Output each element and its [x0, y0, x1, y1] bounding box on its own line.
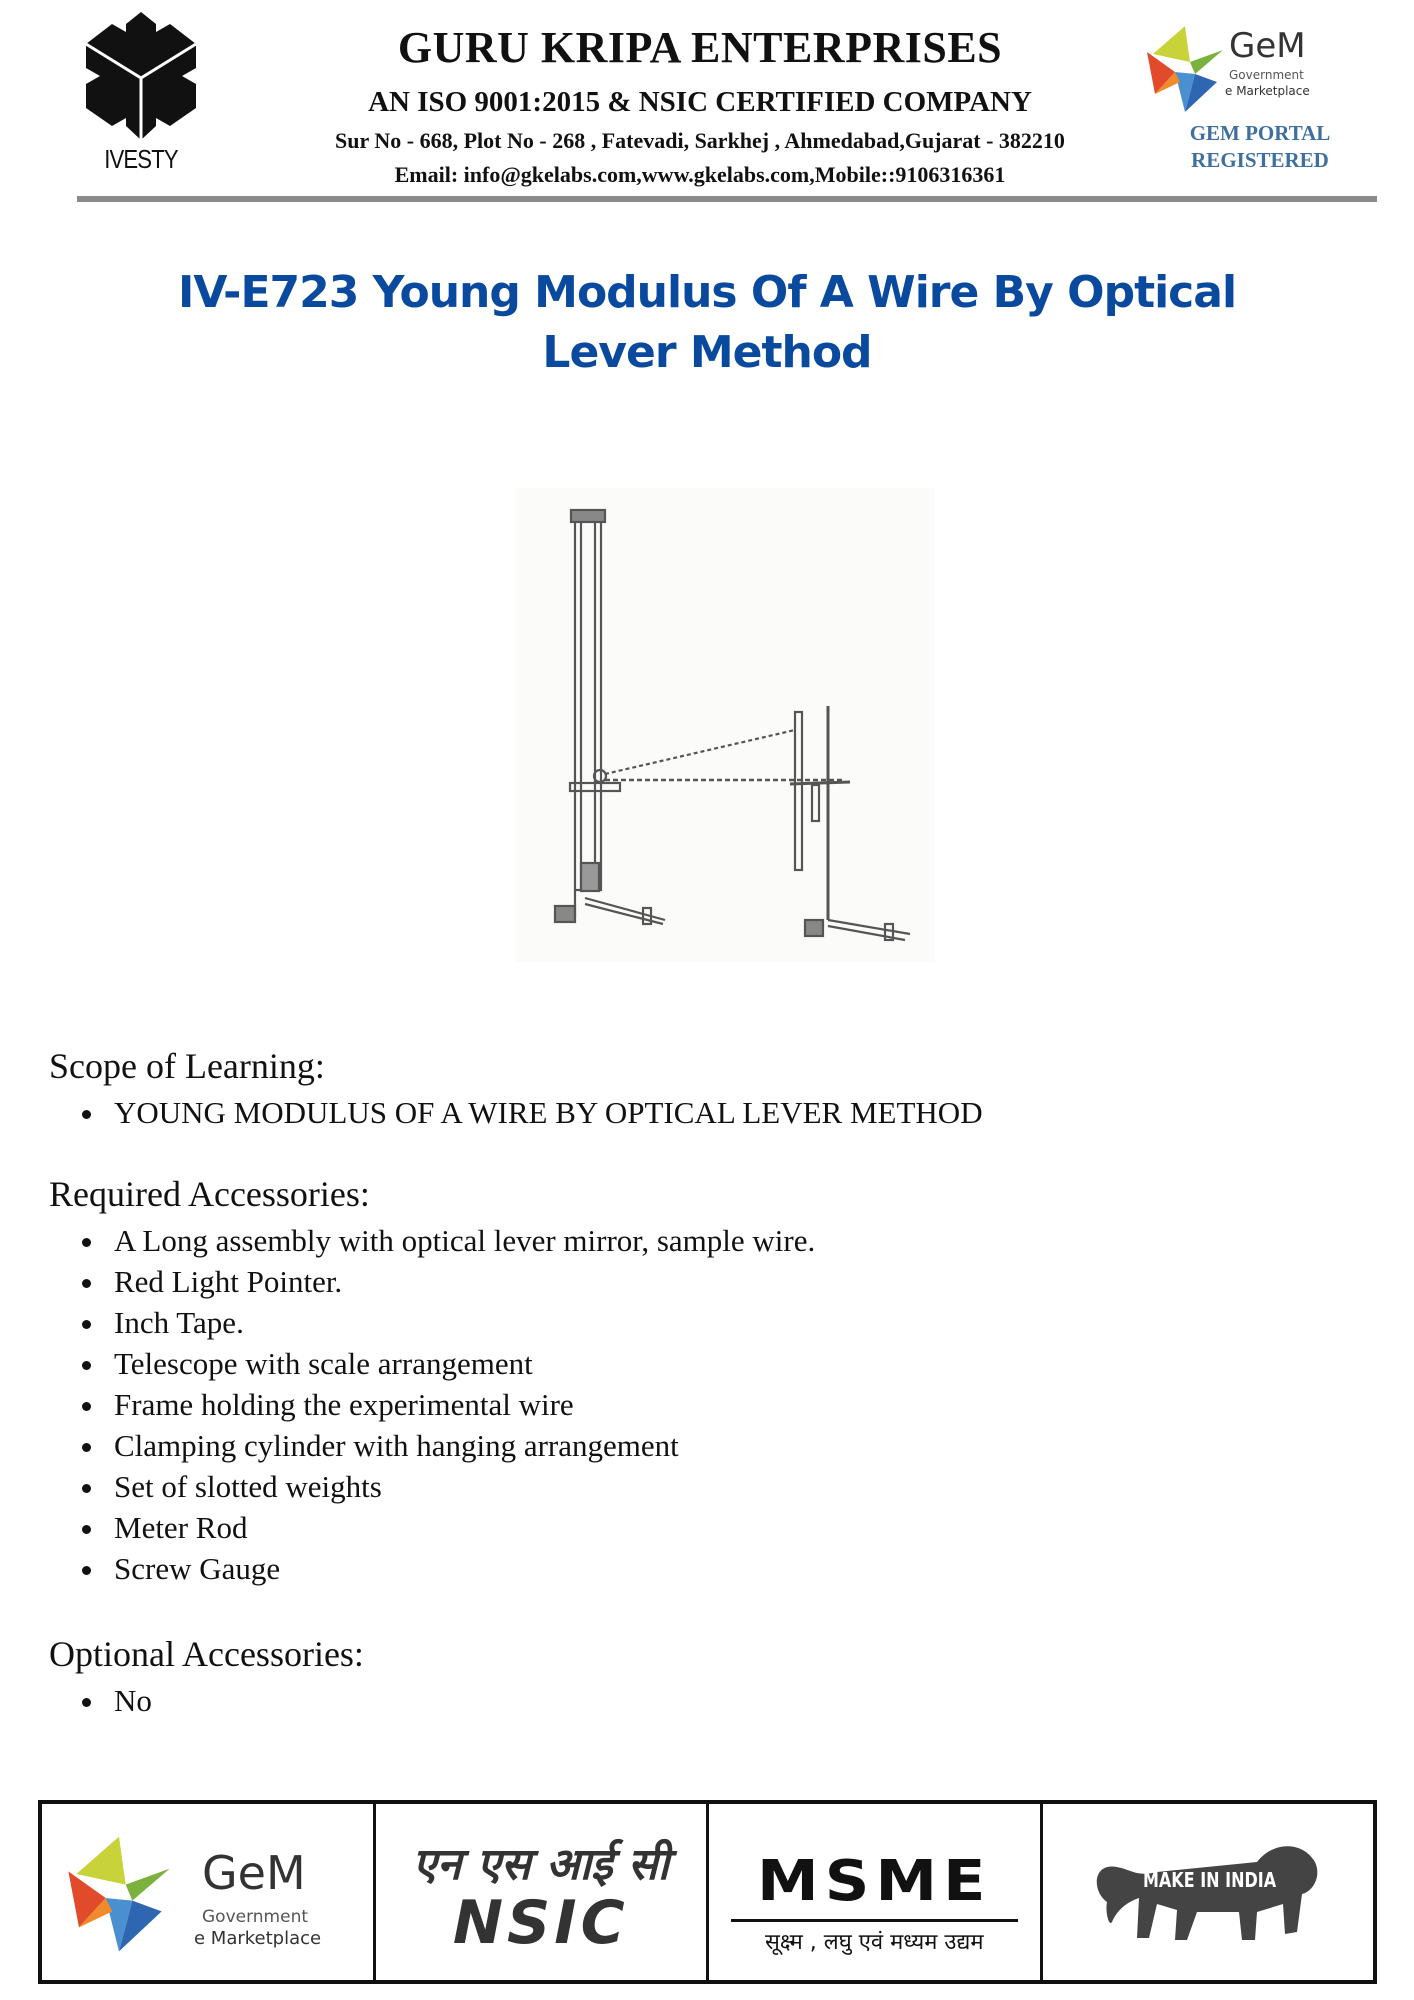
lion-icon: [1087, 1832, 1327, 1952]
gem-logo-line1: Government: [1229, 68, 1304, 82]
product-image: [515, 488, 935, 962]
list-item: Meter Rod: [80, 1507, 815, 1548]
product-title-line1: IV-E723 Young Modulus Of A Wire By Optical: [177, 267, 1237, 318]
footer-msme-hindi: सूक्ष्म , लघु एवं मध्यम उद्यम: [764, 1930, 984, 1955]
list-item: Set of slotted weights: [80, 1466, 815, 1507]
list-item: Screw Gauge: [80, 1548, 815, 1589]
product-title: [150, 263, 1264, 383]
footer-nsic-name: NSIC: [452, 1888, 629, 1958]
list-item: Clamping cylinder with hanging arrangement: [80, 1425, 815, 1466]
list-item: Red Light Pointer.: [80, 1261, 815, 1302]
footer-gem-name: GeM: [202, 1846, 306, 1900]
footer-gem-line2: e Marketplace: [194, 1928, 322, 1949]
footer-nsic-hindi: एन एस आई सी: [412, 1839, 669, 1890]
footer-msme-logo: [709, 1804, 1043, 1980]
company-contact: Email: info@gkelabs.com,www.gkelabs.com,Mobile::9106316361: [394, 162, 1006, 187]
list-item: Frame holding the experimental wire: [80, 1384, 815, 1425]
required-accessories-list: [80, 1220, 815, 1589]
gem-logo-line2: e Marketplace: [1225, 84, 1310, 98]
list-item: YOUNG MODULUS OF A WIRE BY OPTICAL LEVER METHOD: [80, 1092, 983, 1133]
make-in-india-text: MAKE IN INDIA: [1142, 1868, 1276, 1892]
list-item: No: [80, 1680, 152, 1721]
gem-logo: [1145, 24, 1335, 114]
company-certification: AN ISO 9001:2015 & NSIC CERTIFIED COMPANY: [368, 86, 1032, 118]
footer-msme-name: MSME: [757, 1847, 992, 1914]
gem-logo-name: GeM: [1229, 26, 1306, 66]
list-item: A Long assembly with optical lever mirror, sample wire.: [80, 1220, 815, 1261]
header-divider: [77, 196, 1377, 202]
footer-logos: [38, 1800, 1377, 1984]
footer-nsic-logo: [376, 1804, 710, 1980]
list-item: Inch Tape.: [80, 1302, 815, 1343]
footer-gem-line1: Government: [202, 1907, 309, 1927]
gem-portal-registered: [1160, 120, 1360, 174]
scope-of-learning-list: [80, 1092, 983, 1133]
footer-gem-logo: [42, 1804, 376, 1980]
footer-make-in-india-logo: [1043, 1804, 1374, 1980]
gem-star-icon: [64, 1834, 174, 1954]
gem-star-icon: [1145, 24, 1225, 114]
ivesty-cube-icon: [78, 10, 204, 142]
ivesty-logo-text: IVESTY: [104, 144, 178, 174]
msme-divider: [731, 1919, 1018, 1922]
gem-portal-line1: GEM PORTAL: [1189, 121, 1331, 145]
optional-accessories-list: [80, 1680, 152, 1721]
required-accessories-heading: Required Accessories:: [49, 1174, 370, 1214]
gem-portal-line2: REGISTERED: [1191, 148, 1329, 172]
ivesty-logo: [78, 10, 204, 175]
optical-lever-apparatus-icon: [515, 488, 935, 962]
list-item: Telescope with scale arrangement: [80, 1343, 815, 1384]
optional-accessories-heading: Optional Accessories:: [49, 1634, 364, 1674]
product-title-line2: Lever Method: [542, 327, 872, 378]
company-address: Sur No - 668, Plot No - 268 , Fatevadi, Sarkhej , Ahmedabad,Gujarat - 382210: [335, 128, 1065, 153]
company-name: GURU KRIPA ENTERPRISES: [397, 23, 1003, 72]
scope-of-learning-heading: Scope of Learning:: [49, 1046, 325, 1086]
